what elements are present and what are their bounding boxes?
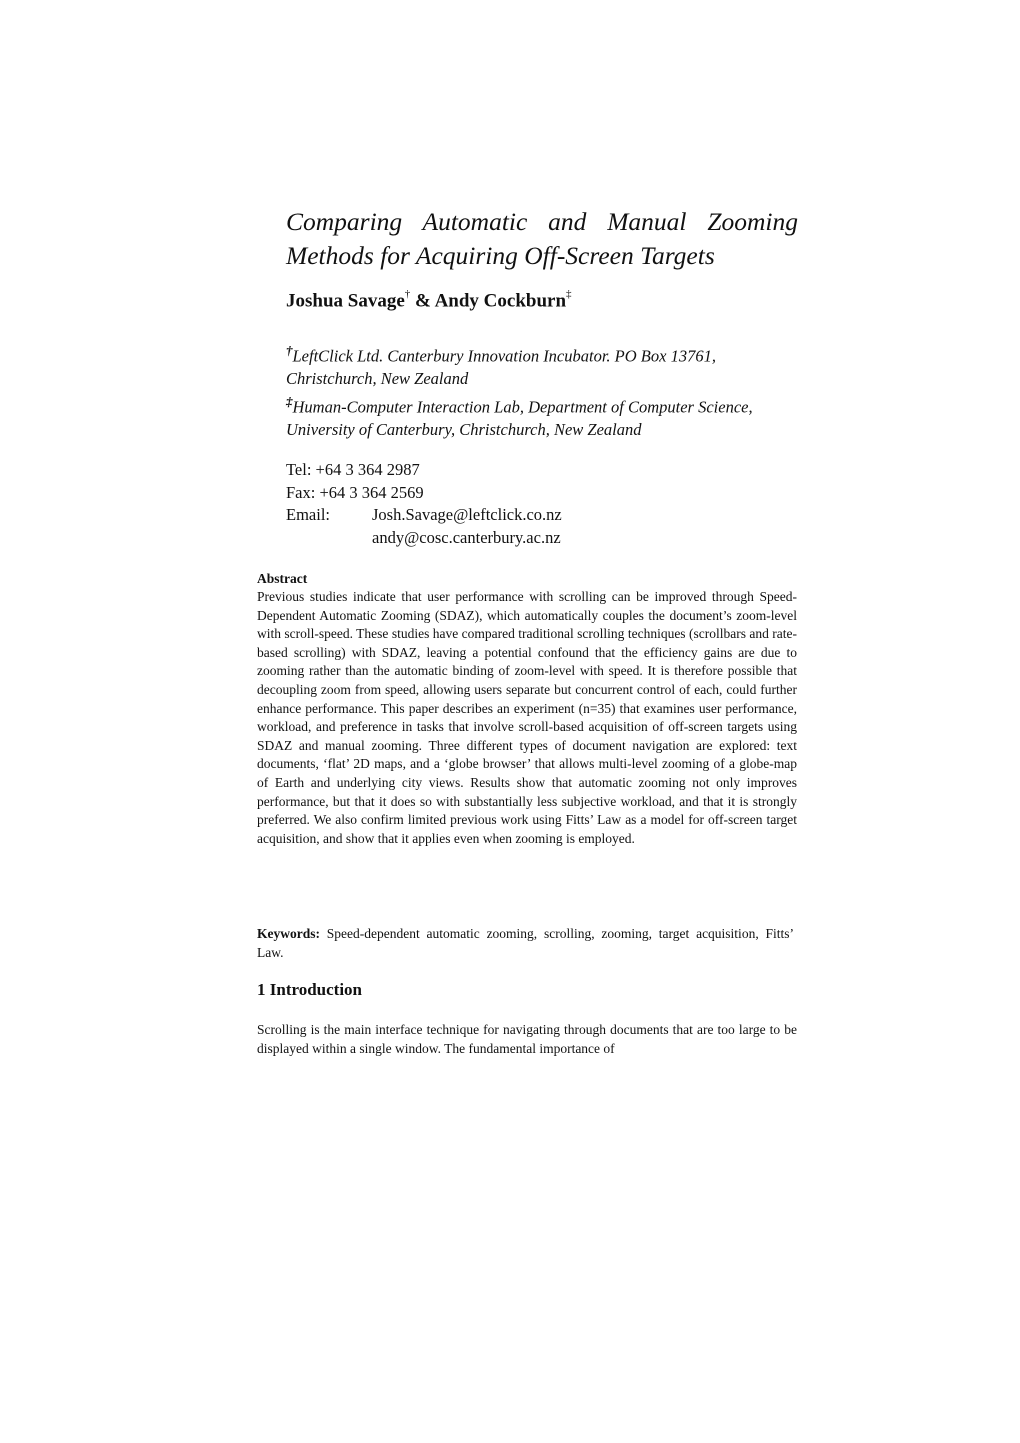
author-list: [286, 290, 572, 312]
affiliation-mark: ‡: [566, 288, 572, 300]
affiliation-mark: †: [286, 343, 293, 358]
email-address: Josh.Savage@leftclick.co.nz: [372, 505, 562, 525]
contact-email-row: [286, 504, 562, 527]
contact-email-row: [286, 527, 562, 550]
contact-tel: Tel: +64 3 364 2987: [286, 460, 420, 479]
author-separator: &: [410, 290, 435, 312]
email-label: Email:: [286, 505, 330, 525]
author-name: Andy Cockburn: [434, 290, 567, 312]
affiliation-text: Human-Computer Interaction Lab, Department of Computer Science, University of Canterbury, Christchurch, New Zealand: [286, 397, 753, 439]
abstract-heading: Abstract: [257, 571, 308, 586]
affiliation: [286, 391, 801, 442]
author-name: Joshua Savage: [286, 290, 405, 312]
keywords-label: Keywords:: [257, 926, 320, 941]
section-text: Scrolling is the main interface technique for navigating through documents that are too large to be displayed within a single window. The fundamental importance of: [257, 1022, 797, 1056]
keywords-text: Speed-dependent automatic zooming, scrolling, zooming, target acquisition, Fitts’ Law.: [257, 926, 794, 960]
affiliation-text: LeftClick Ltd. Canterbury Innovation Incubator. PO Box 13761, Christchurch, New Zealand: [286, 346, 716, 388]
paper-title: [286, 205, 798, 273]
keywords: [257, 924, 794, 962]
contact-fax: Fax: +64 3 364 2569: [286, 482, 424, 502]
email-address: andy@cosc.canterbury.ac.nz: [372, 527, 561, 547]
affiliation-mark: †: [404, 288, 411, 300]
contact-block: [286, 459, 562, 549]
title-line-2: Methods for Acquiring Off-Screen Targets: [286, 241, 715, 270]
affiliation: [286, 340, 801, 391]
section-heading: 1 Introduction: [257, 980, 363, 999]
title-line-1: Comparing Automatic and Manual Zooming: [286, 207, 798, 236]
abstract-text: Previous studies indicate that user performance with scrolling can be improved through Speed-Dependent Automatic Zooming (SDAZ), which automatically couples the document’s zoom-level with scroll-speed. These studies have compared traditional scrolling techniques (scrollbars and rate-based scrolling) with SDAZ, leaving a potential confound that the efficiency gains are due to zooming rather than the automatic binding of zoom-level with speed. It is therefore possible that decoupling zoom from speed, allowing users separate but concurrent control of each, could further enhance performance. This paper describes an experiment (n=35) that examines user performance, workload, and preference in tasks that involve scroll-based acquisition of off-screen targets using SDAZ and manual zooming. Three different types of document navigation are explored: text documents, ‘flat’ 2D maps, and a ‘globe browser’ that allows multi-level zooming of a globe-map of Earth and underlying city views. Results show that automatic zooming not only improves performance, but that it does so with substantially less subjective workload, and that it is strongly preferred. We also confirm limited previous work using Fitts’ Law as a model for off-screen target acquisition, and show that it applies even when zooming is employed.: [257, 589, 797, 846]
affiliation-mark: ‡: [286, 394, 293, 409]
